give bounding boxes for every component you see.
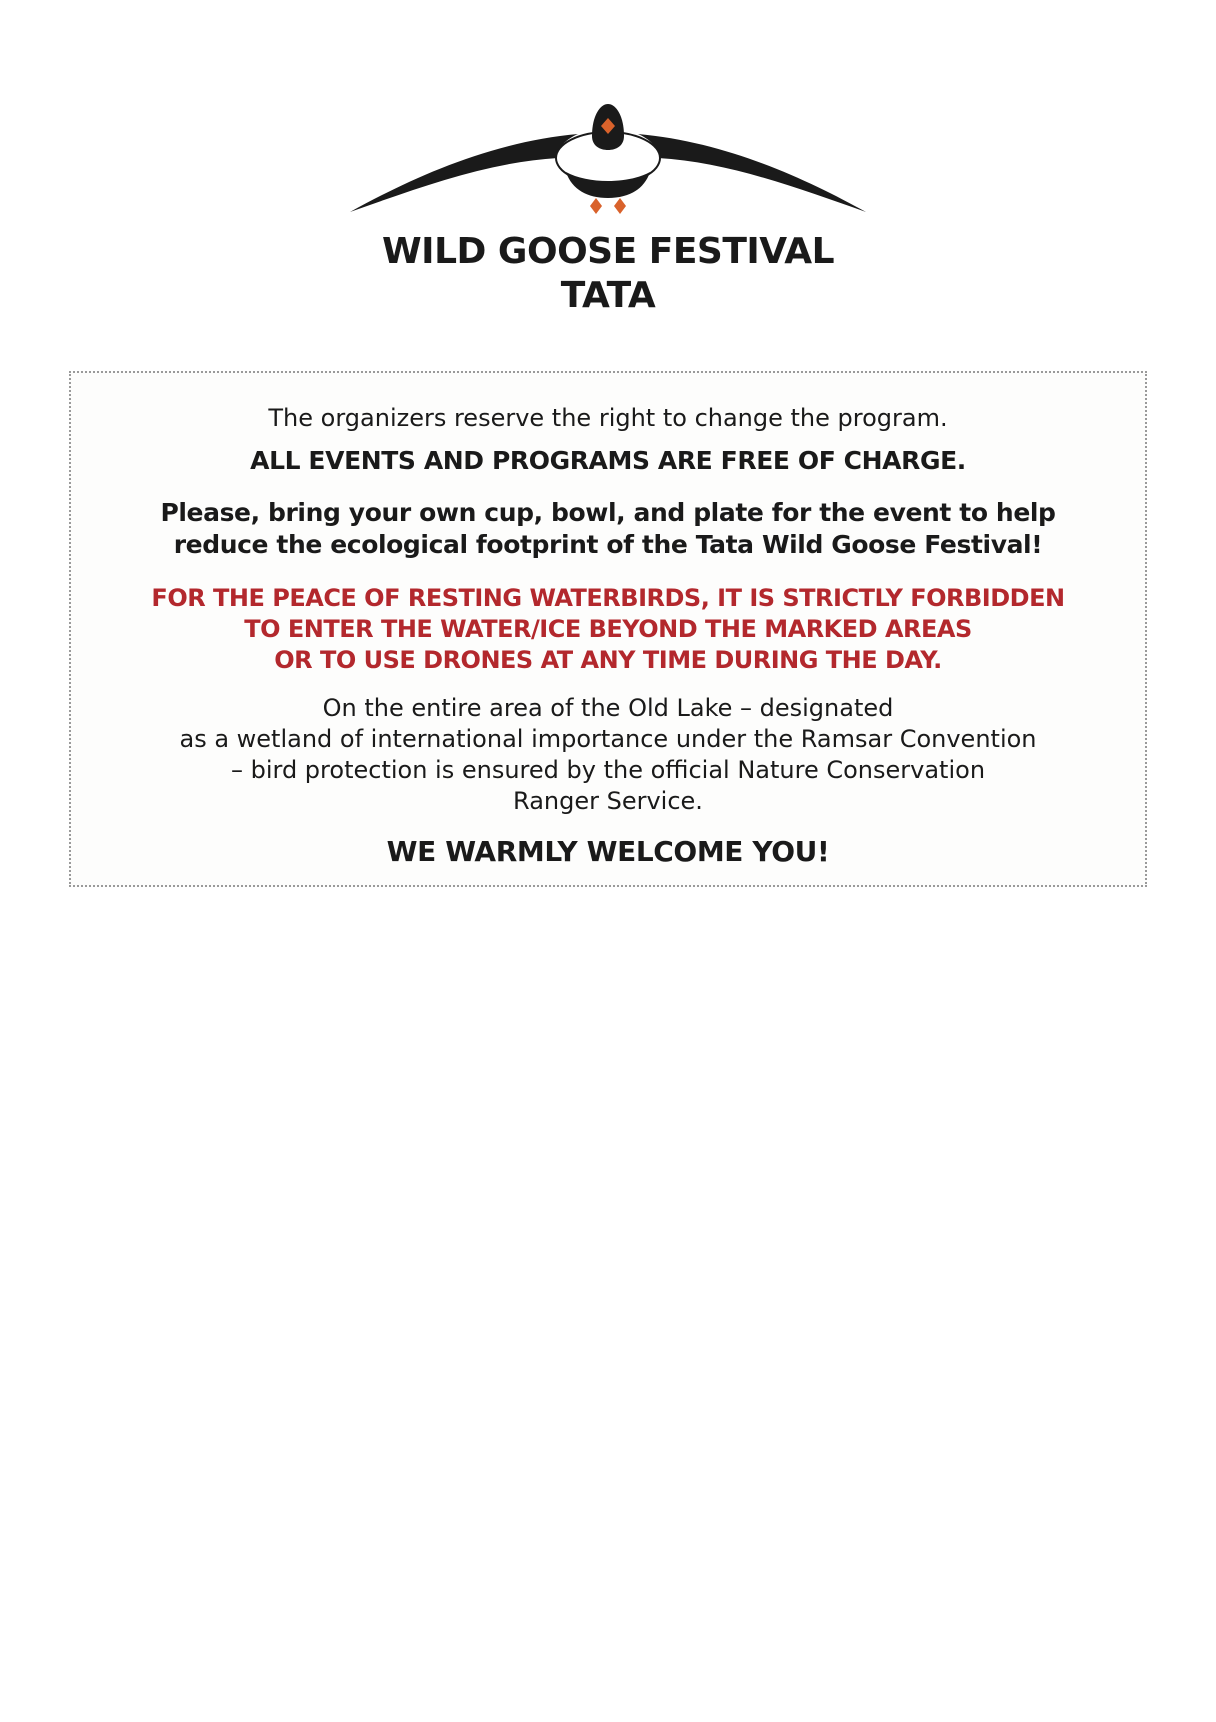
flying-goose-icon xyxy=(338,100,878,220)
festival-title xyxy=(0,230,1216,318)
notice-box xyxy=(69,371,1147,887)
title-line-2: TATA xyxy=(560,275,656,316)
welcome-message: WE WARMLY WELCOME YOU! xyxy=(386,835,830,868)
bring-own-line-1: Please, bring your own cup, bowl, and plate for the event to help xyxy=(160,498,1056,527)
bring-own-line-2: reduce the ecological footprint of the Tata Wild Goose Festival! xyxy=(173,530,1043,559)
festival-logo xyxy=(0,100,1216,230)
waterbird-warning xyxy=(71,583,1145,676)
ramsar-line-4: Ranger Service. xyxy=(513,787,703,815)
program-change-note: The organizers reserve the right to change the program. xyxy=(268,404,948,432)
ramsar-line-2: as a wetland of international importance under the Ramsar Convention xyxy=(179,725,1037,753)
ramsar-protection-note xyxy=(71,693,1145,817)
bring-own-dishes-note xyxy=(71,497,1145,561)
ramsar-line-3: – bird protection is ensured by the official Nature Conservation xyxy=(230,756,986,784)
warning-line-1: FOR THE PEACE OF RESTING WATERBIRDS, IT IS STRICTLY FORBIDDEN xyxy=(151,584,1065,612)
warning-line-3: OR TO USE DRONES AT ANY TIME DURING THE DAY. xyxy=(274,646,942,674)
ramsar-line-1: On the entire area of the Old Lake – designated xyxy=(322,694,894,722)
warning-line-2: TO ENTER THE WATER/ICE BEYOND THE MARKED AREAS xyxy=(244,615,972,643)
title-line-1: WILD GOOSE FESTIVAL xyxy=(381,231,835,272)
free-of-charge-note: ALL EVENTS AND PROGRAMS ARE FREE OF CHARGE. xyxy=(250,446,966,475)
